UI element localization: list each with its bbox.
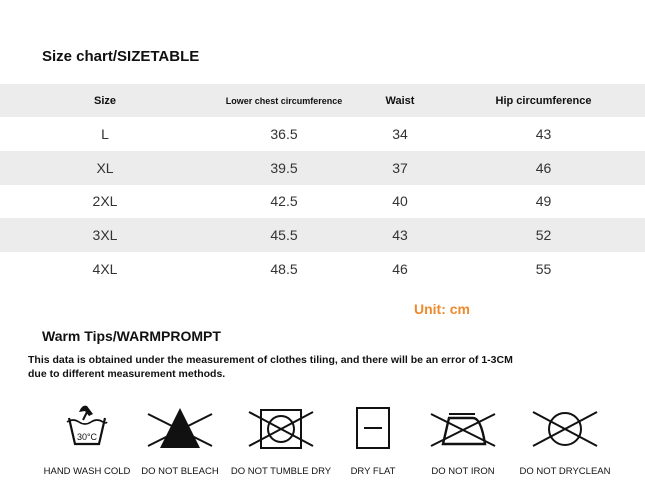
hand-wash-icon bbox=[57, 400, 117, 456]
cell-waist: 40 bbox=[392, 193, 408, 210]
cell-chest: 42.5 bbox=[270, 193, 298, 210]
do-not-tumble-dry-icon bbox=[243, 400, 319, 456]
table-row bbox=[0, 218, 645, 252]
header-waist: Waist bbox=[385, 94, 415, 107]
wash-temp-label: 30°C bbox=[76, 432, 98, 442]
cell-waist: 43 bbox=[392, 227, 408, 244]
cell-hip: 52 bbox=[535, 227, 552, 244]
do-not-iron-icon bbox=[425, 400, 501, 456]
cell-chest: 39.5 bbox=[270, 159, 298, 176]
care-label: DRY FLAT bbox=[350, 466, 396, 477]
cell-hip: 46 bbox=[535, 159, 552, 176]
table-row bbox=[0, 117, 645, 151]
care-label: DO NOT DRYCLEAN bbox=[519, 466, 611, 477]
do-not-bleach-icon bbox=[142, 400, 218, 456]
table-header-row bbox=[0, 84, 645, 117]
warm-tips-title: Warm Tips/WARMPROMPT bbox=[42, 328, 221, 344]
cell-chest: 48.5 bbox=[270, 261, 298, 278]
care-item-no-bleach bbox=[125, 400, 235, 477]
size-chart-title: Size chart/SIZETABLE bbox=[42, 48, 200, 65]
header-size: Size bbox=[93, 94, 116, 107]
cell-waist: 34 bbox=[392, 125, 408, 142]
header-hip: Hip circumference bbox=[495, 94, 592, 107]
cell-hip: 43 bbox=[535, 125, 552, 142]
care-label: DO NOT IRON bbox=[431, 466, 495, 477]
care-item-no-dryclean bbox=[510, 400, 620, 477]
care-instructions bbox=[0, 400, 645, 495]
care-label: HAND WASH COLD bbox=[43, 466, 131, 477]
table-row bbox=[0, 185, 645, 219]
cell-size: 4XL bbox=[92, 261, 118, 278]
cell-size: 2XL bbox=[92, 193, 118, 210]
table-row bbox=[0, 151, 645, 185]
cell-chest: 36.5 bbox=[270, 125, 298, 142]
header-lower-chest: Lower chest circumference bbox=[225, 95, 343, 106]
cell-waist: 37 bbox=[392, 159, 408, 176]
care-item-no-iron bbox=[408, 400, 518, 477]
cell-size: XL bbox=[96, 159, 114, 176]
dry-flat-icon bbox=[343, 400, 403, 456]
do-not-dryclean-icon bbox=[527, 400, 603, 456]
cell-hip: 49 bbox=[535, 193, 552, 210]
cell-size: L bbox=[101, 125, 109, 142]
cell-chest: 45.5 bbox=[270, 227, 298, 244]
care-label: DO NOT BLEACH bbox=[141, 466, 219, 477]
cell-size: 3XL bbox=[92, 227, 118, 244]
unit-label: Unit: cm bbox=[414, 301, 470, 317]
table-row bbox=[0, 252, 645, 286]
cell-hip: 55 bbox=[535, 261, 552, 278]
size-table bbox=[0, 84, 645, 286]
care-label: DO NOT TUMBLE DRY bbox=[230, 466, 332, 477]
measurement-note: This data is obtained under the measurement of clothes tiling, and there will be an error of 1-3CM due to different measurement methods. bbox=[28, 354, 513, 380]
cell-waist: 46 bbox=[392, 261, 408, 278]
